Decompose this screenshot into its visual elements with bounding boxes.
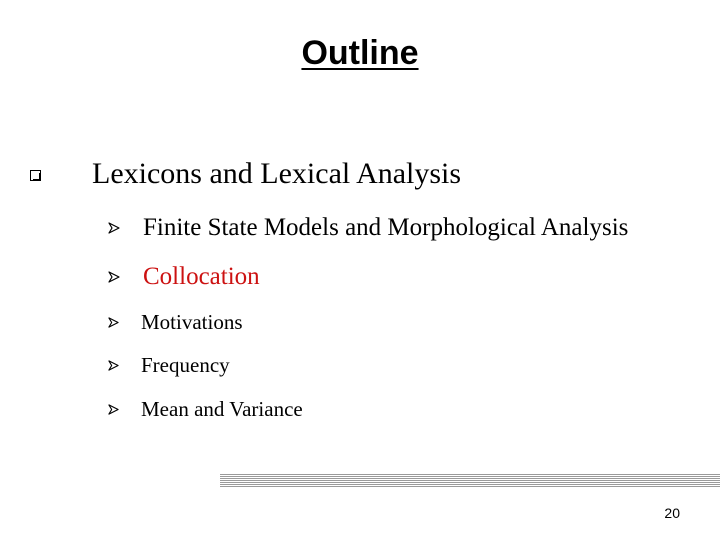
arrow-bullet-icon bbox=[108, 404, 119, 415]
page-number: 20 bbox=[664, 505, 680, 521]
outline-item-label: Motivations bbox=[141, 310, 243, 334]
footer-rule bbox=[220, 474, 720, 488]
arrow-bullet-icon bbox=[108, 271, 120, 283]
arrow-bullet-icon bbox=[108, 222, 120, 234]
outline-item-collocation bbox=[0, 261, 720, 293]
outline-item-lexicons bbox=[0, 154, 720, 194]
arrow-bullet-icon bbox=[108, 360, 119, 371]
outline-item-finite-state bbox=[0, 212, 720, 244]
outline-item-frequency bbox=[0, 351, 720, 379]
outline-item-label: Frequency bbox=[141, 353, 230, 377]
square-bullet-icon bbox=[30, 170, 41, 181]
outline-item-label: Finite State Models and Morphological Analysis bbox=[143, 214, 629, 241]
outline-item-motivations bbox=[0, 308, 720, 336]
arrow-bullet-icon bbox=[108, 317, 119, 328]
outline-item-mean-variance bbox=[0, 395, 720, 423]
outline-item-label: Collocation bbox=[143, 263, 260, 290]
outline-item-label: Lexicons and Lexical Analysis bbox=[92, 157, 462, 190]
slide-title: Outline bbox=[301, 34, 419, 72]
outline-item-label: Mean and Variance bbox=[141, 397, 303, 421]
